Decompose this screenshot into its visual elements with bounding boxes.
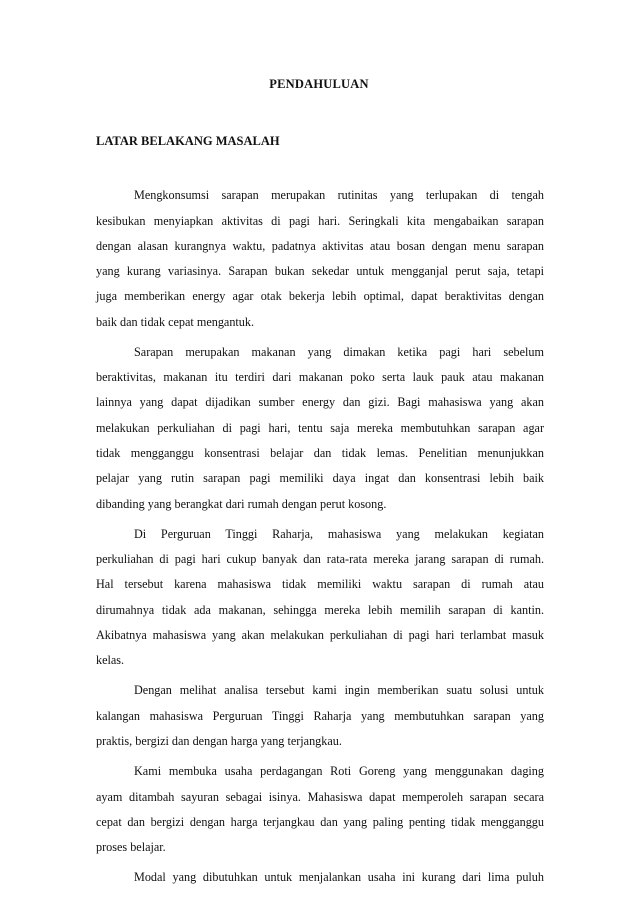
paragraph-5-line-4: proses belajar. — [96, 840, 166, 854]
paragraph-2-line-1: Sarapan merupakan makanan yang dimakan ketika pagi hari sebelum — [134, 345, 544, 359]
paragraph-3-line-6: kelas. — [96, 653, 125, 667]
paragraph-5-line-3: cepat dan bergizi dengan harga terjangkau dan yang paling penting tidak mengganggu — [96, 815, 544, 829]
paragraph-3-line-5: Akibatnya mahasiswa yang akan melakukan perkuliahan di pagi hari terlambat masuk — [96, 628, 544, 642]
paragraph-3-line-3: Hal tersebut karena mahasiswa tidak memiliki waktu sarapan di rumah atau — [96, 577, 544, 591]
paragraph-2-line-5: tidak mengganggu konsentrasi belajar dan tidak lemas. Penelitian menunjukkan — [96, 446, 544, 460]
paragraph-3-line-1: Di Perguruan Tinggi Raharja, mahasiswa yang melakukan kegiatan — [134, 527, 544, 541]
page-title: PENDAHULUAN — [269, 77, 369, 91]
paragraph-6-line-1: Modal yang dibutuhkan untuk menjalankan usaha ini kurang dari lima puluh — [134, 870, 544, 884]
paragraph-1-line-6: baik dan tidak cepat mengantuk. — [96, 315, 255, 329]
paragraph-2-line-6: pelajar yang rutin sarapan pagi memiliki daya ingat dan konsentrasi lebih baik — [96, 471, 544, 485]
paragraph-1-line-1: Mengkonsumsi sarapan merupakan rutinitas yang terlupakan di tengah — [134, 188, 544, 202]
paragraph-4-line-2: kalangan mahasiswa Perguruan Tinggi Raharja yang membutuhkan sarapan yang — [96, 709, 544, 723]
paragraph-3-line-2: perkuliahan di pagi hari cukup banyak dan rata-rata mereka jarang sarapan di rumah. — [96, 552, 544, 566]
paragraph-2-line-2: beraktivitas, makanan itu terdiri dari makanan poko serta lauk pauk atau makanan — [96, 370, 544, 384]
paragraph-5-line-1: Kami membuka usaha perdagangan Roti Goreng yang menggunakan daging — [134, 764, 544, 778]
paragraph-2-line-4: melakukan perkuliahan di pagi hari, tentu saja mereka membutuhkan sarapan agar — [96, 421, 544, 435]
paragraph-1-line-5: juga memberikan energy agar otak bekerja lebih optimal, dapat beraktivitas dengan — [96, 289, 544, 303]
paragraph-5-line-2: ayam ditambah sayuran sebagai isinya. Mahasiswa dapat memperoleh sarapan secara — [96, 790, 544, 804]
section-heading: LATAR BELAKANG MASALAH — [96, 134, 280, 148]
paragraph-1-line-3: dengan alasan kurangnya waktu, padatnya aktivitas atau bosan dengan menu sarapan — [96, 239, 544, 253]
paragraph-4-line-3: praktis, bergizi dan dengan harga yang terjangkau. — [96, 734, 342, 748]
paragraph-1-line-2: kesibukan menyiapkan aktivitas di pagi hari. Seringkali kita mengabaikan sarapan — [96, 214, 544, 228]
paragraph-1-line-4: yang kurang variasinya. Sarapan bukan sekedar untuk mengganjal perut saja, tetapi — [96, 264, 544, 278]
paragraph-4-line-1: Dengan melihat analisa tersebut kami ingin memberikan suatu solusi untuk — [134, 683, 544, 697]
paragraph-2-line-3: lainnya yang dapat dijadikan sumber energy dan gizi. Bagi mahasiswa yang akan — [96, 395, 544, 409]
paragraph-3-line-4: dirumahnya tidak ada makanan, sehingga mereka lebih memilih sarapan di kantin. — [96, 603, 544, 617]
paragraph-2-line-7: dibanding yang berangkat dari rumah dengan perut kosong. — [96, 497, 387, 511]
